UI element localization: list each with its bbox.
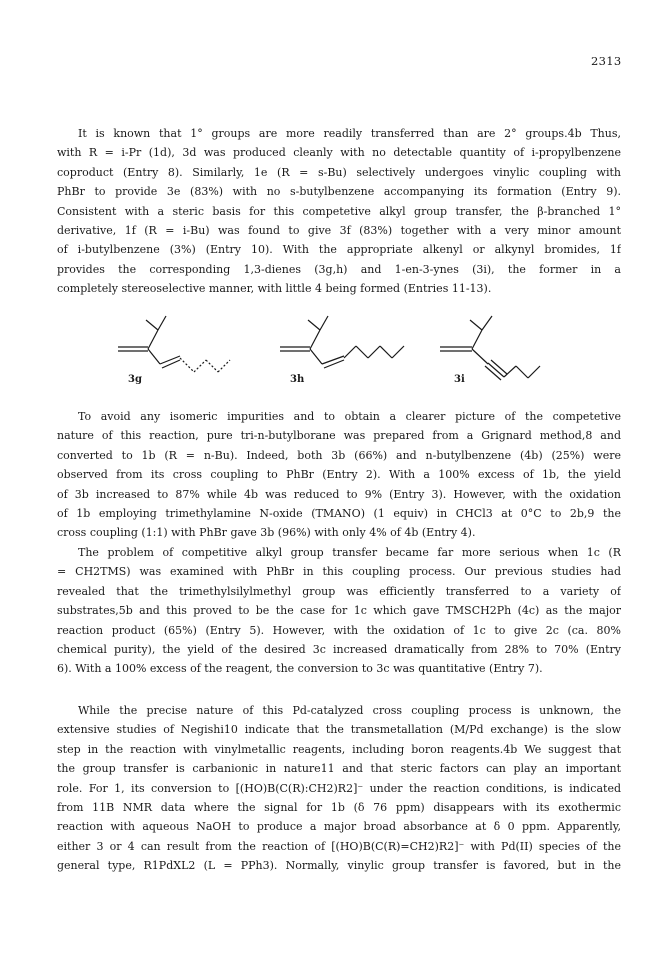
text-line: 6). With a 100% excess of the reagent, the conversion to 3c was quantitative (Entry 7). [57, 662, 543, 676]
page-number: 2313 [591, 54, 622, 68]
text-line: provides the corresponding 1,3-dienes (3g,h) and 1-en-3-ynes (3i), the former in a [57, 262, 621, 276]
text-line: coproduct (Entry 8). Similarly, 1e (R = s-Bu) selectively undergoes vinylic coupling with [57, 165, 621, 179]
compound-label-3h: 3h [290, 374, 305, 385]
paragraph-2 [57, 407, 621, 543]
text-line: observed from its cross coupling to PhBr (Entry 2). With a 100% excess of 1b, the yield [57, 468, 621, 482]
chemical-structures-scheme [100, 302, 580, 392]
structure-3h [280, 316, 404, 368]
compound-label-3g: 3g [128, 374, 142, 385]
text-line: substrates,5b and this proved to be the case for 1c which gave TMSCH2Ph (4c) as the major [57, 604, 621, 618]
text-line: either 3 or 4 can result from the reaction of [(HO)B(C(R)=CH2)R2]⁻ with Pd(II) species of the [57, 839, 621, 853]
text-line: = CH2TMS) was examined with PhBr in this coupling process. Our previous studies had [57, 565, 621, 579]
structures-svg [100, 302, 580, 392]
text-line: revealed that the trimethylsilylmethyl group was efficiently transferred to a variety of [57, 584, 621, 598]
text-line: chemical purity), the yield of the desired 3c increased dramatically from 28% to 70% (Entry [57, 642, 621, 656]
text-line: from 11B NMR data where the signal for 1b (δ 76 ppm) disappears with its exothermic [57, 800, 621, 814]
text-line: While the precise nature of this Pd-catalyzed cross coupling process is unknown, the [78, 704, 621, 717]
compound-label-3i: 3i [454, 374, 465, 385]
text-line: of 3b increased to 87% while 4b was reduced to 9% (Entry 3). However, with the oxidation [57, 487, 621, 501]
text-line: reaction with aqueous NaOH to produce a major broad absorbance at δ 0 ppm. Apparently, [57, 820, 621, 834]
text-line: general type, R1PdXL2 (L = PPh3). Normally, vinylic group transfer is favored, but in the [57, 859, 621, 873]
structure-3g [118, 316, 230, 372]
text-line: It is known that 1° groups are more readily transferred than are 2° groups.4b Thus, [78, 127, 621, 140]
text-line: with R = i-Pr (1d), 3d was produced cleanly with no detectable quantity of i-propylbenzene [57, 146, 621, 160]
text-line: of i-butylbenzene (3%) (Entry 10). With the appropriate alkenyl or alkynyl bromides, 1f [57, 243, 621, 257]
text-line: extensive studies of Negishi10 indicate that the transmetallation (M/Pd exchange) is the slow [57, 723, 621, 737]
text-line: reaction product (65%) (Entry 5). However, with the oxidation of 1c to give 2c (ca. 80% [57, 623, 621, 637]
text-line: of 1b employing trimethylamine N-oxide (TMANO) (1 equiv) in CHCl3 at 0°C to 2b,9 the [57, 506, 621, 520]
paragraph-3 [57, 543, 621, 679]
text-line: derivative, 1f (R = i-Bu) was found to give 3f (83%) together with a very minor amount [57, 223, 621, 237]
text-line: converted to 1b (R = n-Bu). Indeed, both 3b (66%) and n-butylbenzene (4b) (25%) were [57, 448, 621, 462]
text-line: nature of this reaction, pure tri-n-butylborane was prepared from a Grignard method,8 and [57, 429, 621, 443]
text-line: PhBr to provide 3e (83%) with no s-butylbenzene accompanying its formation (Entry 9). [57, 185, 621, 199]
paragraph-1 [57, 124, 621, 299]
text-line: the group transfer is carbanionic in nature11 and that steric factors can play an important [57, 762, 621, 776]
text-line: role. For 1, its conversion to [(HO)B(C(R):CH2)R2]⁻ under the reaction conditions, is indicated [57, 781, 621, 795]
text-line: To avoid any isomeric impurities and to obtain a clearer picture of the competetive [78, 410, 621, 423]
paragraph-4 [57, 701, 621, 876]
text-line: The problem of competitive alkyl group transfer became far more serious when 1c (R [78, 546, 621, 559]
text-line: Consistent with a steric basis for this competetive alkyl group transfer, the β-branched 1° [57, 204, 621, 218]
text-line: completely stereoselective manner, with little 4 being formed (Entries 11-13). [57, 282, 492, 296]
structure-3i [440, 316, 540, 380]
text-line: step in the reaction with vinylmetallic reagents, including boron reagents.4b We suggest that [57, 742, 621, 756]
text-line: cross coupling (1:1) with PhBr gave 3b (96%) with only 4% of 4b (Entry 4). [57, 526, 476, 540]
